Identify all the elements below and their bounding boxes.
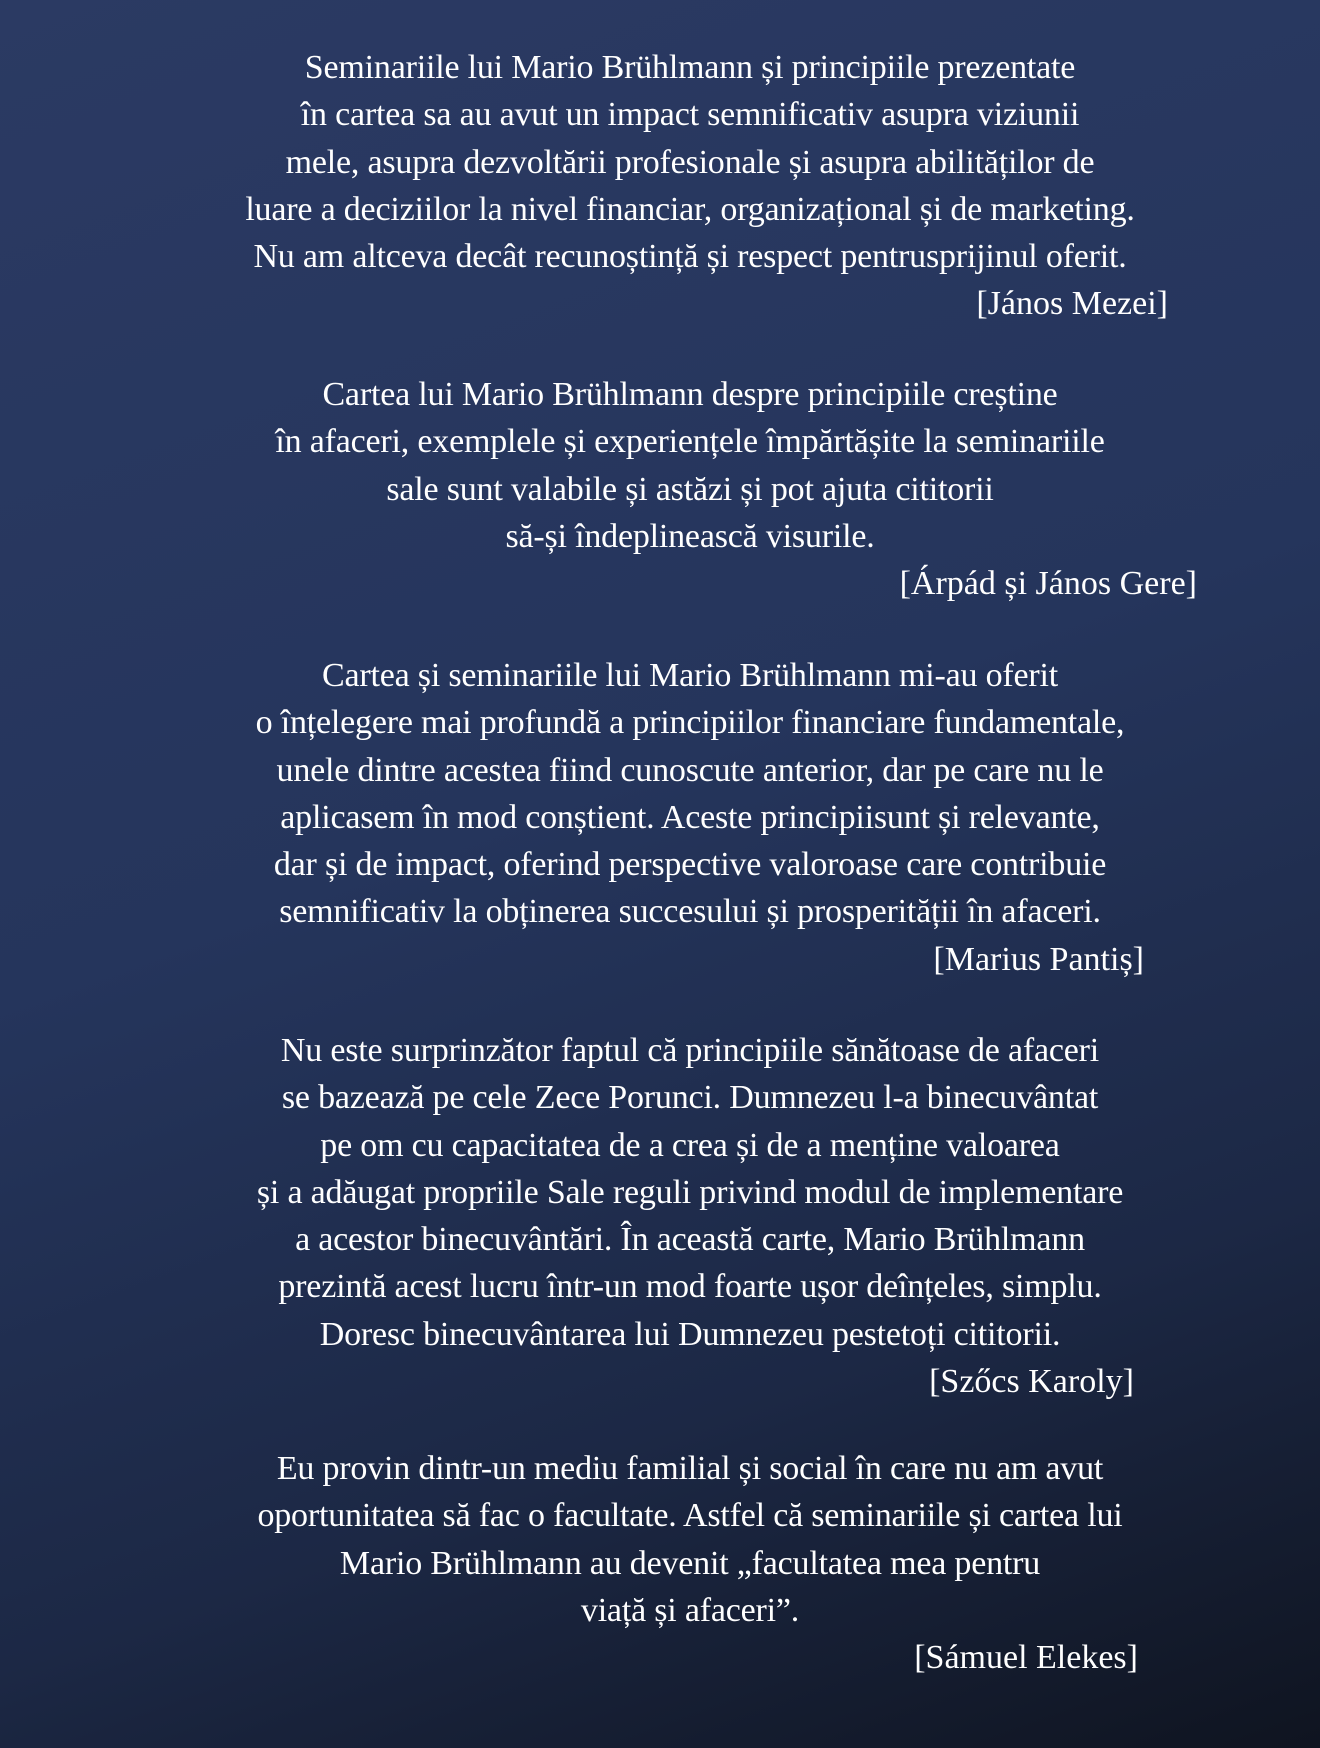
testimonial-marius-pantis [150,652,1230,983]
testimonial-line: a acestor binecuvântări. În această carte, Mario Brühlmann [295,1221,1085,1259]
testimonial-author: [Marius Pantiș] [933,940,1144,978]
testimonial-author: [Szőcs Karoly] [929,1363,1134,1401]
testimonial-line: sale sunt valabile și astăzi și pot ajuta cititorii [386,470,994,508]
testimonial-line: Cartea și seminariile lui Mario Brühlmann mi-au oferit [321,657,1059,694]
testimonial-author: [Árpád și János Gere] [899,565,1197,603]
testimonial-line: Seminariile lui Mario Brühlmann și principiile prezentate [304,49,1076,86]
testimonial-line: dar și de impact, oferind perspective valoroase care contribuie [273,846,1107,884]
testimonial-line: Doresc binecuvântarea lui Dumnezeu pestetoți cititorii. [319,1315,1061,1353]
testimonial-line: prezintă acest lucru într-un mod foarte ușor deînțeles, simplu. [278,1268,1102,1306]
testimonial-line: aplicasem în mod conștient. Aceste principiisunt și relevante, [280,798,1100,836]
testimonial-line: semnificativ la obținerea succesului și prosperității în afaceri. [279,893,1101,931]
testimonial-samuel-elekes [150,1445,1230,1681]
testimonial-line: în afaceri, exemplele și experiențele împărtășite la seminariile [275,423,1105,461]
testimonial-author: [Sámuel Elekes] [914,1639,1138,1677]
testimonial-line: Nu am altceva decât recunoștință și respect pentrusprijinul oferit. [253,238,1127,276]
testimonial-line: luare a deciziilor la nivel financiar, organizațional și de marketing. [245,190,1135,228]
testimonial-line: Mario Brühlmann au devenit „facultatea mea pentru [339,1544,1041,1582]
testimonial-line: o înțelegere mai profundă a principiilor financiare fundamentale, [255,704,1125,742]
testimonial-line: viață și afaceri”. [580,1591,800,1629]
testimonial-line: unele dintre acestea fiind cunoscute anterior, dar pe care nu le [276,751,1104,789]
testimonial-arpad-janos-gere [150,371,1230,607]
testimonial-line: Cartea lui Mario Brühlmann despre principiile creștine [322,376,1058,413]
testimonial-line: oportunitatea să fac o facultate. Astfel că seminariile și cartea lui [257,1497,1123,1535]
testimonial-line: Nu este surprinzător faptul că principiile sănătoase de afaceri [280,1032,1100,1069]
testimonial-janos-mezei [150,44,1230,328]
testimonial-line: Eu provin dintr-un mediu familial și social în care nu am avut [276,1450,1104,1487]
testimonial-line: și a adăugat propriile Sale reguli privind modul de implementare [256,1173,1124,1211]
testimonial-line: în cartea sa au avut un impact semnificativ asupra viziunii [300,96,1080,134]
testimonial-line: mele, asupra dezvoltării profesionale și asupra abilităților de [285,143,1095,181]
testimonial-line: să-și îndeplinească visurile. [505,517,875,555]
testimonial-line: pe om cu capacitatea de a crea și de a menține valoarea [320,1126,1060,1164]
testimonial-author: [János Mezei] [976,285,1168,323]
testimonial-szocs-karoly [150,1027,1230,1405]
testimonial-line: se bazează pe cele Zece Porunci. Dumnezeu l-a binecuvântat [281,1079,1099,1117]
